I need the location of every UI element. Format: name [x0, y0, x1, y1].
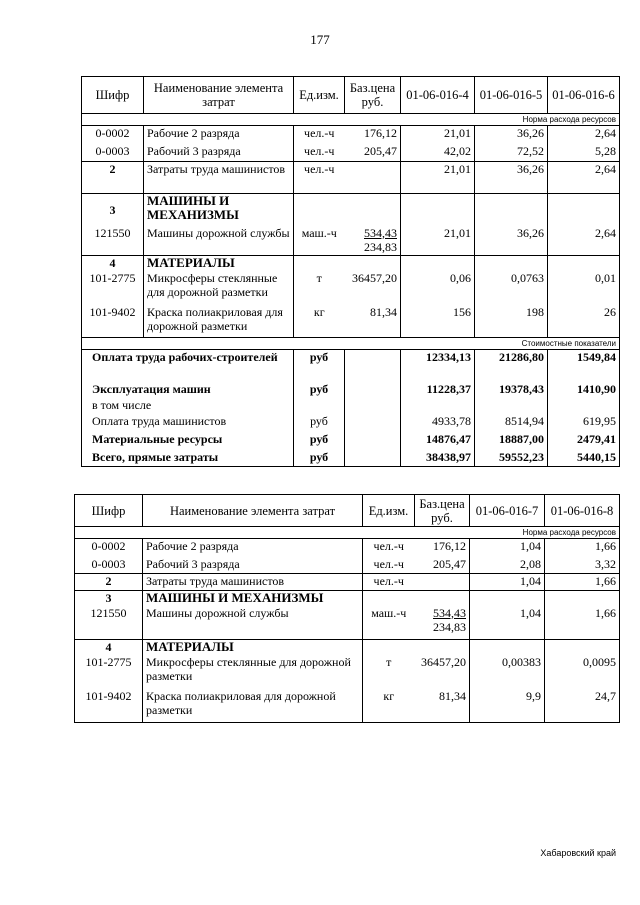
table-row	[82, 305, 620, 338]
cell-value: 26	[548, 305, 620, 338]
cell-value: 0,00383	[470, 655, 545, 689]
resource-table-2	[74, 494, 620, 723]
section-code: 3	[75, 591, 143, 606]
section-materials	[82, 256, 620, 271]
cell-value: 72,52	[475, 144, 548, 162]
cell-name: Микросферы стеклянные для дорожной разметки	[144, 271, 294, 305]
cell-value: 9,9	[470, 689, 545, 723]
cell-name: Краска полиакриловая для дорожной разметки	[143, 689, 363, 723]
header-code: Шифр	[82, 77, 144, 114]
cost-value: 21286,80	[475, 350, 548, 382]
cell-value: 36,26	[475, 162, 548, 194]
cell-unit: маш.-ч	[363, 606, 415, 640]
cost-value: 4933,78	[401, 414, 475, 432]
cell-code: 101-9402	[85, 688, 132, 703]
cell-value: 5,28	[548, 144, 620, 162]
cell-unit: т	[294, 271, 345, 305]
cost-row	[82, 382, 620, 398]
cell-value: 2,08	[470, 557, 545, 574]
cell-value: 3,32	[545, 557, 620, 574]
cost-unit: руб	[294, 450, 345, 467]
cell-code: 2	[82, 162, 144, 194]
header-unit: Ед.изм.	[363, 495, 415, 527]
section-title: МАШИНЫ И МЕХАНИЗМЫ	[143, 591, 363, 606]
table-header	[75, 495, 620, 527]
cost-label: Стоимостные показатели	[82, 338, 620, 350]
cell-code: 2	[75, 574, 143, 591]
header-col-4: 01-06-016-4	[401, 77, 475, 114]
cell-code: 121550	[94, 225, 131, 240]
header-code: Шифр	[75, 495, 143, 527]
resource-table-1	[81, 76, 620, 467]
header-col-7: 01-06-016-7	[470, 495, 545, 527]
table-row	[82, 162, 620, 194]
section-code: 4	[75, 640, 143, 655]
table-row	[82, 126, 620, 144]
table-row	[75, 689, 620, 723]
cell-name: Краска полиакриловая для дорожной разметки	[144, 305, 294, 338]
table-row	[75, 606, 620, 640]
section-title: МАШИНЫ И МЕХАНИЗМЫ	[144, 194, 294, 226]
cell-value: 198	[475, 305, 548, 338]
cell-value: 1,04	[470, 574, 545, 591]
header-unit: Ед.изм.	[294, 77, 345, 114]
cell-unit: чел.-ч	[363, 574, 415, 591]
section-code: 3	[82, 194, 144, 226]
cell-price: 534,43	[364, 225, 397, 240]
cost-value: 11228,37	[401, 382, 475, 398]
cost-value: 8514,94	[475, 414, 548, 432]
norm-label: Норма расхода ресурсов	[75, 527, 620, 539]
cost-name: Материальные ресурсы	[92, 431, 223, 446]
cost-value: 5440,15	[548, 450, 620, 467]
cell-value: 24,7	[545, 689, 620, 723]
cell-code: 0-0002	[75, 539, 143, 557]
cell-value: 42,02	[401, 144, 475, 162]
cost-name: Оплата труда машинистов	[92, 413, 227, 428]
cell-unit: кг	[363, 689, 415, 723]
cell-code: 0-0002	[82, 126, 144, 144]
section-code: 4	[82, 256, 144, 271]
table-row	[82, 144, 620, 162]
cost-unit: руб	[294, 414, 345, 432]
cell-value: 21,01	[401, 226, 475, 256]
section-machines	[75, 591, 620, 606]
cost-name: Эксплуатация машин	[92, 381, 211, 396]
cell-name: Машины дорожной службы	[144, 226, 294, 256]
table-header	[82, 77, 620, 114]
cost-value: 2479,41	[548, 432, 620, 450]
cell-name: Рабочие 2 разряда	[144, 126, 294, 144]
cell-code: 0-0003	[91, 556, 126, 571]
cell-value: 2,64	[548, 126, 620, 144]
section-machines	[82, 194, 620, 226]
cell-price: 205,47	[433, 556, 466, 571]
cell-value: 1,66	[545, 606, 620, 640]
header-price: Баз.цена руб.	[345, 77, 401, 114]
cell-price	[345, 162, 401, 194]
cell-price: 81,34	[439, 688, 466, 703]
cell-code: 121550	[90, 605, 127, 620]
cell-value: 0,0095	[545, 655, 620, 689]
cost-name: Всего, прямые затраты	[92, 449, 219, 464]
cost-unit: руб	[294, 432, 345, 450]
cell-code: 101-2775	[85, 654, 132, 669]
cell-value: 2,64	[548, 162, 620, 194]
cell-value: 0,06	[401, 271, 475, 305]
header-name: Наименование элемента затрат	[143, 495, 363, 527]
cell-unit: т	[363, 655, 415, 689]
cost-name: в том числе	[92, 397, 152, 412]
table-row	[82, 271, 620, 305]
cell-code: 0-0003	[95, 143, 130, 158]
cell-price	[415, 574, 470, 591]
cell-unit: чел.-ч	[363, 539, 415, 557]
table-row	[75, 557, 620, 574]
cost-value: 18887,00	[475, 432, 548, 450]
cell-name: Микросферы стеклянные для дорожной разметки	[143, 655, 363, 689]
cost-value: 59552,23	[475, 450, 548, 467]
cell-value: 2,64	[548, 226, 620, 256]
cell-value: 1,66	[545, 574, 620, 591]
cell-price: 176,12	[415, 539, 470, 557]
section-materials	[75, 640, 620, 655]
cell-value: 1,04	[470, 606, 545, 640]
cost-value: 19378,43	[475, 382, 548, 398]
cell-price: 36457,20	[421, 654, 466, 669]
header-col-8: 01-06-016-8	[545, 495, 620, 527]
cell-price: 176,12	[345, 126, 401, 144]
cost-row	[82, 398, 620, 414]
cost-value: 619,95	[548, 414, 620, 432]
section-title: МАТЕРИАЛЫ	[143, 640, 363, 655]
cell-name: Затраты труда машинистов	[143, 574, 363, 591]
cell-unit: кг	[294, 305, 345, 338]
cell-price: 534,43	[433, 605, 466, 620]
cost-row	[82, 432, 620, 450]
cell-unit: маш.-ч	[294, 226, 345, 256]
norm-label: Норма расхода ресурсов	[82, 114, 620, 126]
cost-row	[82, 350, 620, 382]
header-col-6: 01-06-016-6	[548, 77, 620, 114]
footer-region: Хабаровский край	[540, 848, 616, 858]
cell-code: 101-9402	[89, 304, 136, 319]
cost-value: 38438,97	[401, 450, 475, 467]
cell-unit: чел.-ч	[294, 162, 345, 194]
cell-unit: чел.-ч	[294, 126, 345, 144]
cell-value: 1,66	[545, 539, 620, 557]
table-row	[75, 574, 620, 591]
cost-row	[82, 414, 620, 432]
table-row	[75, 539, 620, 557]
cell-value: 0,01	[548, 271, 620, 305]
table-row	[75, 655, 620, 689]
cost-unit: руб	[294, 382, 345, 398]
cell-value: 21,01	[401, 162, 475, 194]
cell-price: 36457,20	[352, 270, 397, 285]
cell-name: Рабочий 3 разряда	[144, 144, 294, 162]
cost-value: 1549,84	[548, 350, 620, 382]
page-number: 177	[310, 32, 330, 47]
cell-code: 101-2775	[89, 270, 136, 285]
cost-row-total	[82, 450, 620, 467]
cell-unit: чел.-ч	[363, 557, 415, 574]
table-row	[82, 226, 620, 256]
cell-name: Рабочий 3 разряда	[143, 557, 363, 574]
cell-value: 156	[401, 305, 475, 338]
header-name: Наименование элемента затрат	[144, 77, 294, 114]
cell-name: Рабочие 2 разряда	[143, 539, 363, 557]
cost-unit: руб	[294, 350, 345, 382]
cost-value: 1410,90	[548, 382, 620, 398]
cell-unit: чел.-ч	[294, 144, 345, 162]
cost-value: 14876,47	[401, 432, 475, 450]
cell-value: 21,01	[401, 126, 475, 144]
header-col-5: 01-06-016-5	[475, 77, 548, 114]
cell-price-secondary: 234,83	[364, 239, 397, 254]
cell-value: 36,26	[475, 226, 548, 256]
cell-price: 205,47	[364, 143, 397, 158]
cost-name: Оплата труда рабочих-строителей	[82, 350, 294, 382]
cell-price: 81,34	[370, 304, 397, 319]
section-title: МАТЕРИАЛЫ	[144, 256, 294, 271]
cell-value: 36,26	[475, 126, 548, 144]
cell-value: 0,0763	[475, 271, 548, 305]
cell-name: Затраты труда машинистов	[144, 162, 294, 194]
header-price: Баз.цена руб.	[415, 495, 470, 527]
cell-name: Машины дорожной службы	[143, 606, 363, 640]
cost-value: 12334,13	[401, 350, 475, 382]
cell-value: 1,04	[470, 539, 545, 557]
cell-price-secondary: 234,83	[433, 619, 466, 634]
